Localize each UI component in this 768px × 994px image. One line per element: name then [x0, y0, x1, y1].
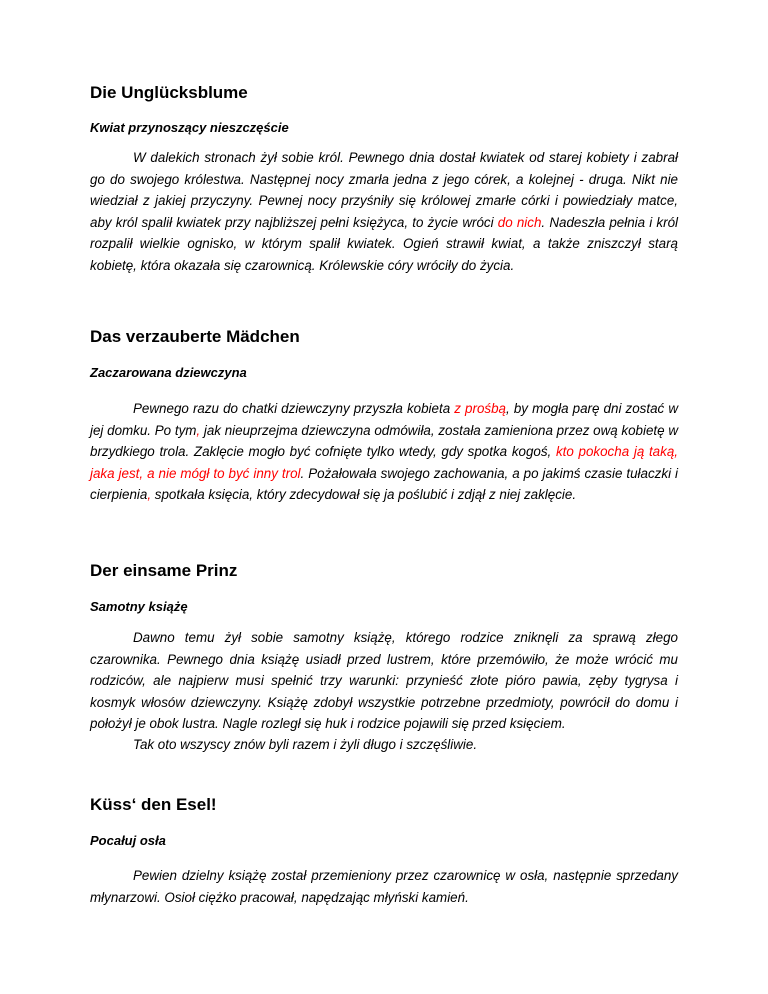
story-paragraph-closing: Tak oto wszyscy znów byli razem i żyli długo i szczęśliwie. — [133, 737, 478, 752]
story-title: Die Unglücksblume — [90, 83, 248, 102]
story-subtitle: Pocałuj osła — [90, 833, 166, 848]
story-title: Das verzauberte Mädchen — [90, 327, 300, 346]
highlighted-text: , — [147, 487, 152, 502]
paragraph-text: W dalekich stronach żył sobie król. Pewnego dnia dostał kwiatek od starej kobiety i zabrał go do swojego królestwa. Następnej nocy zmarła jedna z jego córek, a kolejnej - druga. Nikt nie wiedział z jakiej przyczyny. Pewnej nocy przyśniły się królowej zmarłe córki i powiedziały matce, aby król spalił kwiatek przy najbliższej pełni księżyca, to życie wróci — [90, 150, 678, 230]
story-subtitle: Kwiat przynoszący nieszczęście — [90, 120, 289, 135]
story-paragraph — [90, 147, 678, 276]
story-title: Der einsame Prinz — [90, 561, 238, 580]
paragraph-text: . Pożałowała swojego zachowania, a po jakimś czasie tułaczki i cierpienia — [90, 465, 679, 502]
paragraph-text: jak nieuprzejma dziewczyna odmówiła, została zamieniona przez ową kobietę w brzydkiego trola. Zaklęcie mogło być cofnięte tylko wtedy, gdy spotka kogoś, — [90, 422, 678, 459]
paragraph-text: spotkała księcia, który zdecydował się ja poślubić i zdjął z niej zaklęcie. — [151, 487, 577, 502]
story-subtitle: Zaczarowana dziewczyna — [90, 365, 247, 380]
story-subtitle: Samotny książę — [90, 599, 188, 614]
paragraph-text: . Nadeszła pełnia i król rozpalił wielkie ognisko, w którym spalił kwiatek. Ogień strawił kwiat, a także zniszczył starą kobietę, która okazała się czarownicą. Królewskie córy wróciły do życia. — [90, 214, 679, 273]
story-paragraph: Dawno temu żył sobie samotny książę, którego rodzice zniknęli za sprawą złego czarownika. Pewnego dnia książę usiadł przed lustrem, które przemówiło, że może wrócić mu rodziców, ale najpierw musi spełnić trzy warunki: przynieść złote pióro pawia, zęby tygrysa i kosmyk włosów dziewczyny. Książę zdobył wszystkie potrzebne przedmioty, powrócił do domu i położył je obok lustra. Nagle rozległ się huk i rodzice pojawili się przed księciem. — [90, 630, 678, 731]
paragraph-text: Pewnego razu do chatki dziewczyny przyszła kobieta — [133, 401, 455, 416]
story-title: Küss‘ den Esel! — [90, 795, 217, 814]
highlighted-text: z prośbą — [454, 401, 506, 416]
story-paragraph: Pewien dzielny książę został przemieniony przez czarownicę w osła, następnie sprzedany młynarzowi. Osioł ciężko pracował, napędzając młyński kamień. — [90, 868, 678, 905]
highlighted-text: kto pokocha ją taką, jaka jest, a nie mógł to być inny trol — [90, 444, 678, 481]
story-paragraph — [90, 398, 678, 506]
paragraph-text: , by mogła parę dni zostać w jej domku. Po tym — [90, 401, 679, 438]
highlighted-text: , — [196, 422, 201, 438]
highlighted-text: do nich — [497, 214, 542, 230]
